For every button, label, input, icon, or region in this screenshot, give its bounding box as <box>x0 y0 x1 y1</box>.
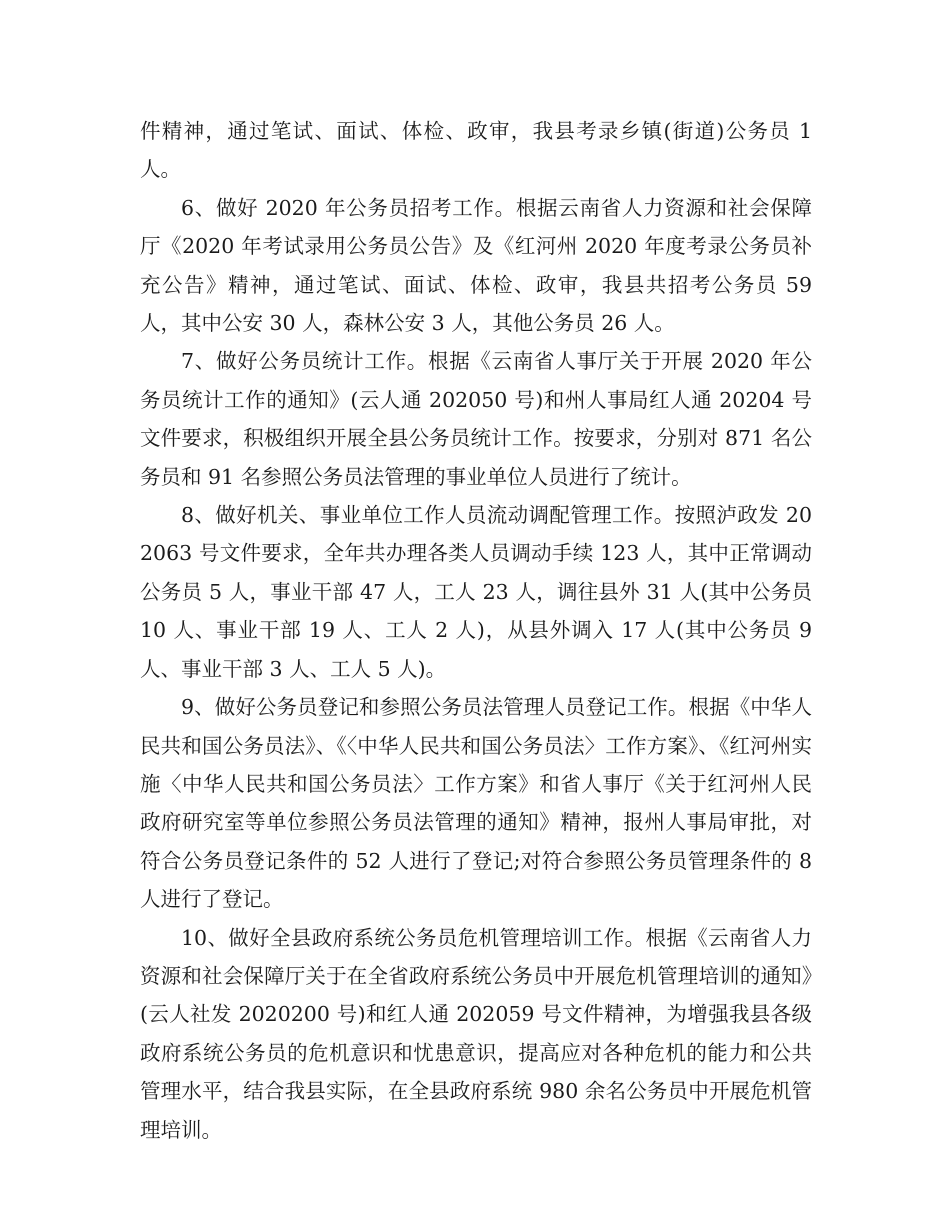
paragraph-continuation: 件精神，通过笔试、面试、体检、政审，我县考录乡镇(街道)公务员 1 人。 <box>140 119 812 182</box>
paragraph-item-9: 9、做好公务员登记和参照公务员法管理人员登记工作。根据《中华人民共和国公务员法》、《〈中华人民共和国公务员法〉工作方案》、《红河州实施〈中华人民共和国公务员法〉工作方案》和省人事厅《关于红河州人民政府研究室等单位参照公务员法管理的通知》精神，报州人事局审批，对符合公务员登记条件的 52 人进行了登记;对符合参照公务员管理条件的 8 人进行了登记。 <box>140 695 812 912</box>
paragraph-item-7: 7、做好公务员统计工作。根据《云南省人事厅关于开展 2020 年公务员统计工作的通知》(云人通 202050 号)和州人事局红人通 20204 号文件要求，积极组织开展全县公务员统计工作。按要求，分别对 871 名公务员和 91 名参照公务员法管理的事业单位人员进行了统计。 <box>140 349 812 489</box>
document-body <box>140 112 812 1149</box>
paragraph-item-6: 6、做好 2020 年公务员招考工作。根据云南省人力资源和社会保障厅《2020 年考试录用公务员公告》及《红河州 2020 年度考录公务员补充公告》精神，通过笔试、面试、体检、政审，我县共招考公务员 59 人，其中公安 30 人，森林公安 3 人，其他公务员 26 人。 <box>140 195 812 336</box>
paragraph-item-10: 10、做好全县政府系统公务员危机管理培训工作。根据《云南省人力资源和社会保障厅关于在全省政府系统公务员中开展危机管理培训的通知》(云人社发 2020200 号)和红人通 202059 号文件精神，为增强我县各级政府系统公务员的危机意识和忧患意识，提高应对各种危机的能力和公共管理水平，结合我县实际，在全县政府系统 980 余名公务员中开展危机管理培训。 <box>140 925 812 1142</box>
paragraph-item-8: 8、做好机关、事业单位工作人员流动调配管理工作。按照泸政发 202063 号文件要求，全年共办理各类人员调动手续 123 人，其中正常调动公务员 5 人，事业干部 47 人，工人 23 人，调往县外 31 人(其中公务员 10 人、事业干部 19 人、工人 2 人)，从县外调入 17 人(其中公务员 9 人、事业干部 3 人、工人 5 人)。 <box>140 503 812 681</box>
